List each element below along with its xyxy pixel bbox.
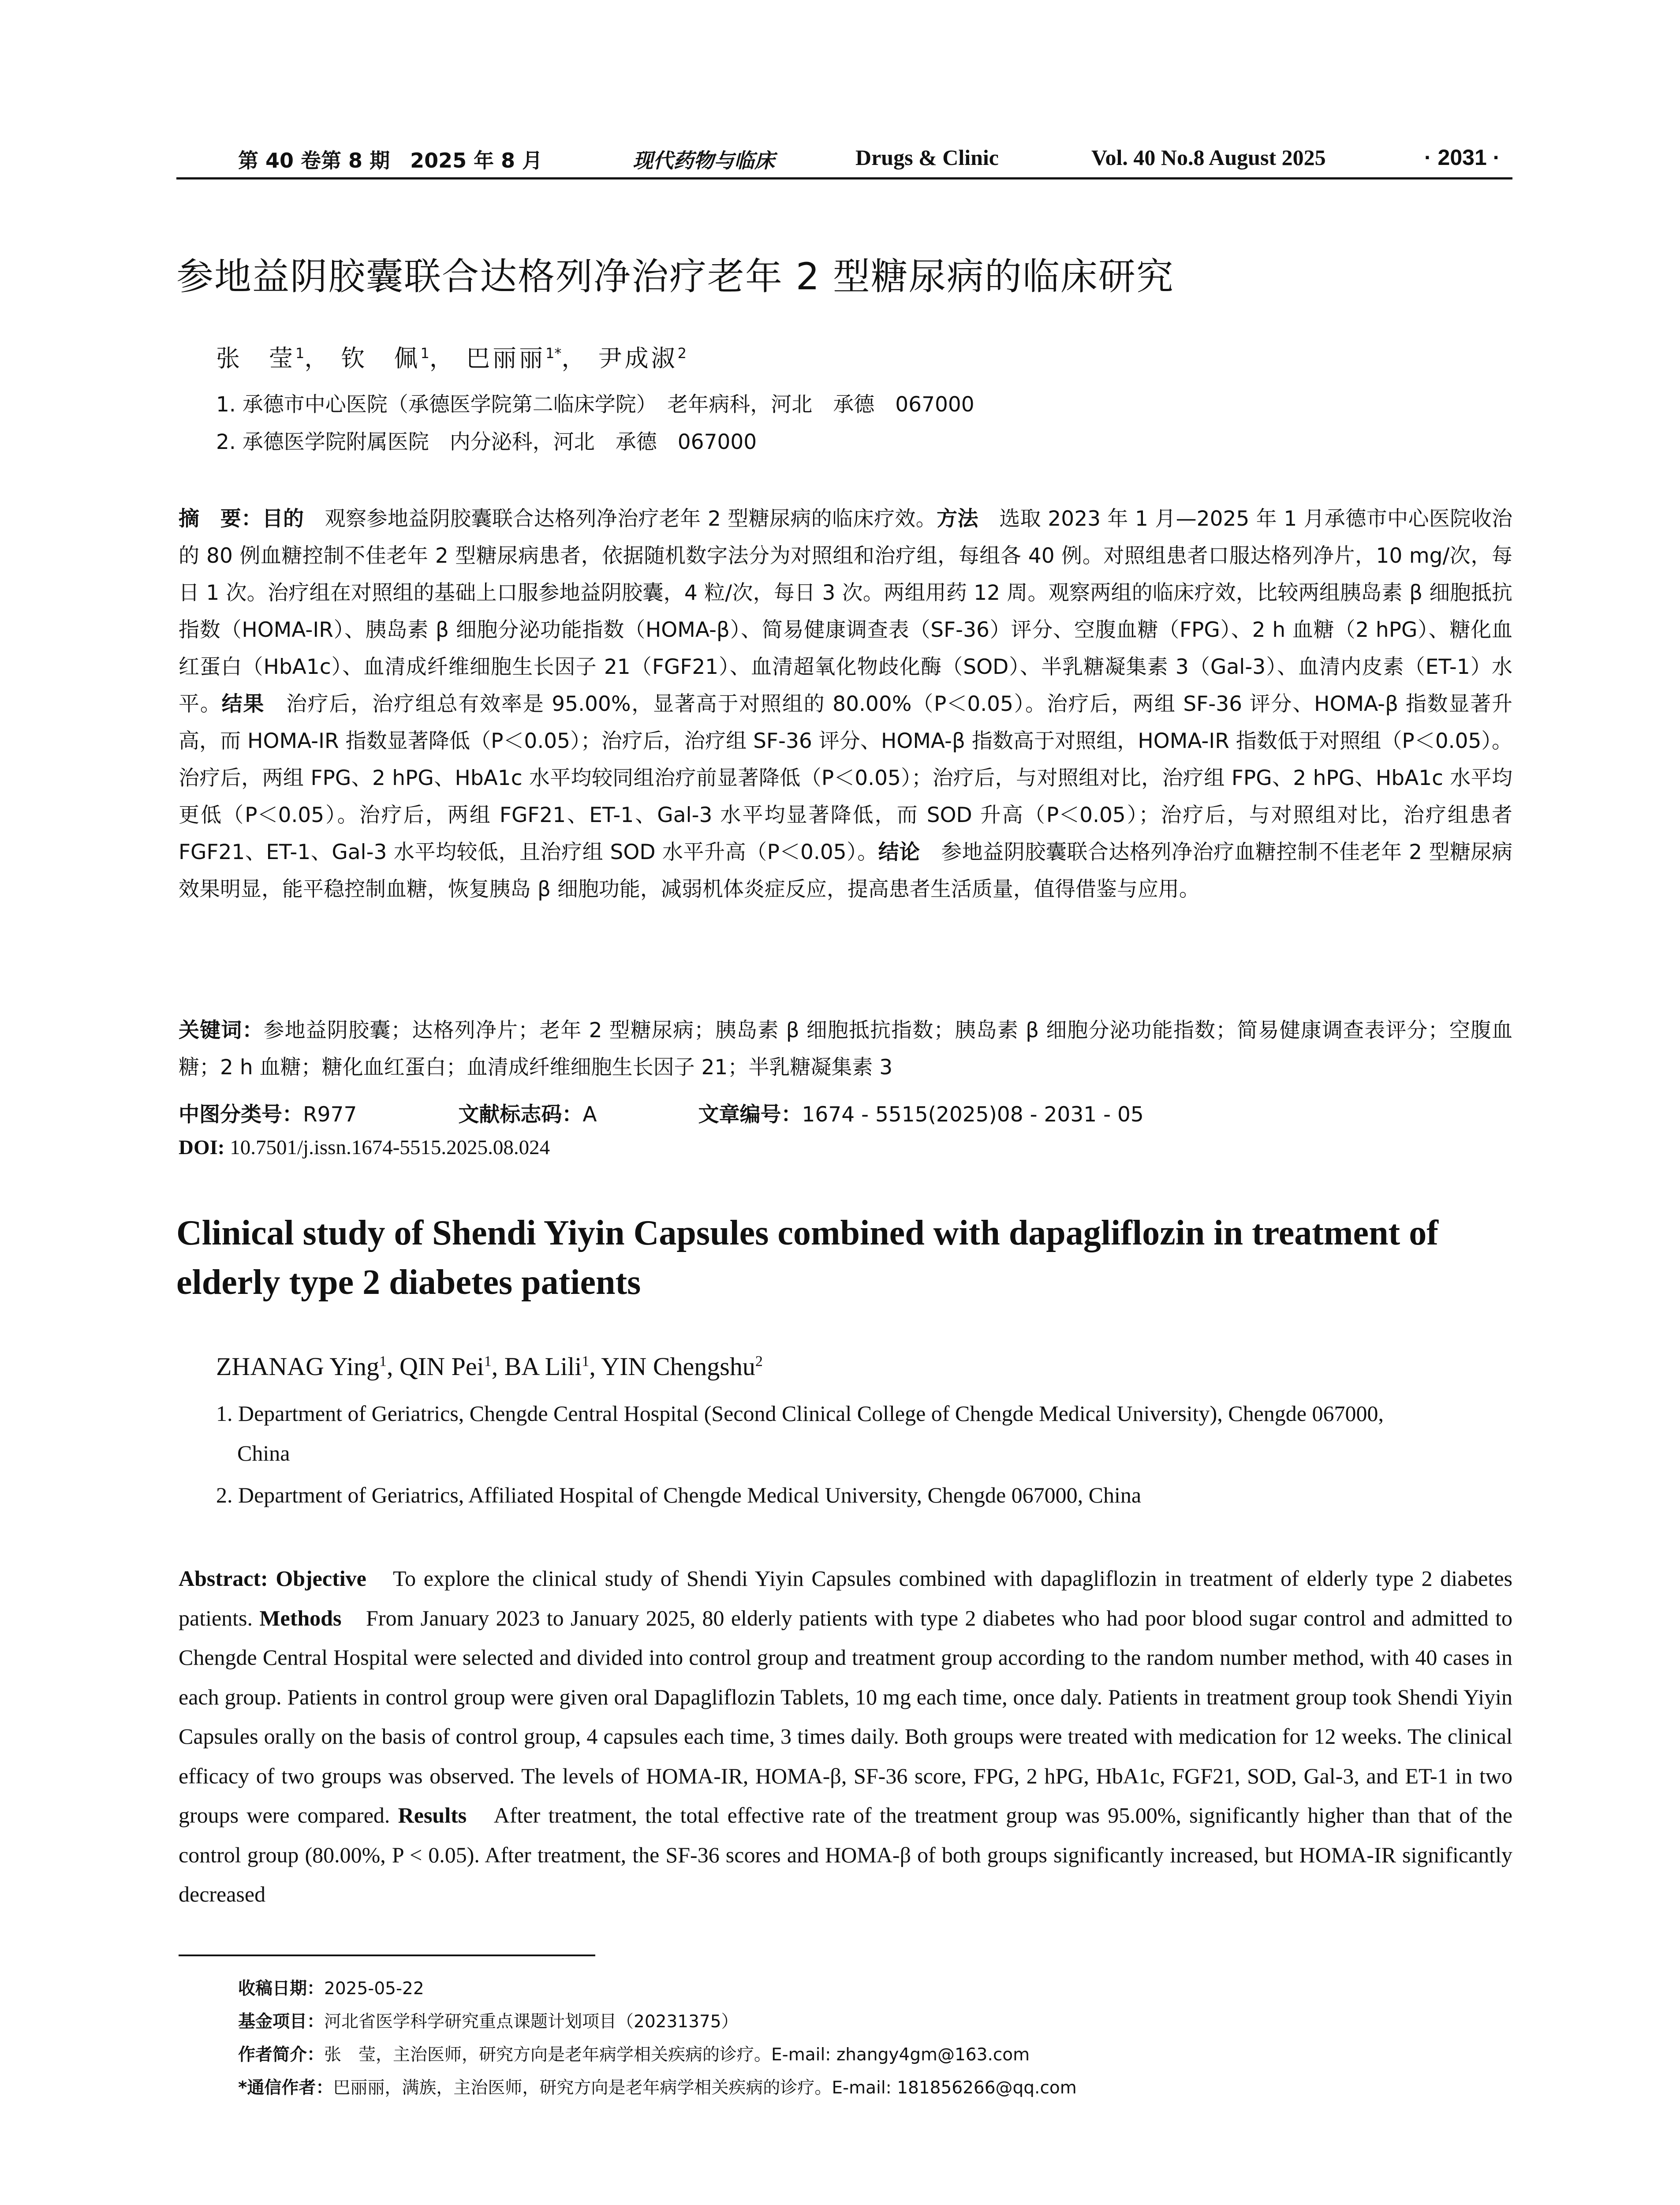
cn-conclusion-text: 参地益阴胶囊联合达格列净治疗血糖控制不佳老年 2 型糖尿病效果明显，能平稳控制血糖，恢复胰岛 β 细胞功能，减弱机体炎症反应，提高患者生活质量，值得借鉴与应用。 [179,840,1513,901]
en-author-name: BA Lili [504,1352,582,1381]
en-abstract [179,1559,1512,1914]
cn-conclusion-label: 结论 [878,840,920,864]
cn-methods-label: 方法 [937,507,978,531]
cn-author-name: 张 莹 [216,344,295,372]
cn-methods-text: 选取 2023 年 1 月—2025 年 1 月承德市中心医院收治的 80 例血糖控制不佳老年 2 型糖尿病患者，依据随机数字法分为对照组和治疗组，每组各 40 例。对照组患者口服达格列净片，10 mg/次，每日 1 次。治疗组在对照组的基础上口服参地益阴胶囊，4 粒/次，每日 3 次。两组用药 12 周。观察两组的临床疗效，比较两组胰岛素 β 细胞抵抗指数（HOMA-IR）、胰岛素 β 细胞分泌功能指数（HOMA-β）、简易健康调查表（SF-36）评分、空腹血糖（FPG）、2 h 血糖（2 hPG）、糖化血红蛋白（HbA1c）、血清成纤维细胞生长因子 21（FGF21）、血清超氧化物歧化酶（SOD）、半乳糖凝集素 3（Gal-3）、血清内皮素（ET-1）水平。 [179,507,1513,716]
cn-author-name: 钦 佩 [341,344,421,372]
cn-author-sup: 1* [545,345,562,362]
corresponding-label: *通信作者： [238,2078,333,2098]
footnote-rule [179,1955,595,1956]
en-authors: ZHANAG Ying$^1$, QIN Pei$^1$, BA Lili$^1$, YIN Chengshu$^2$ [216,1352,763,1381]
doc-code-value: A [582,1102,597,1127]
en-results-label: Results [398,1803,467,1828]
doi-value[interactable]: 10.7501/j.issn.1674-5515.2025.08.024 [230,1136,550,1159]
classification-value: R977 [303,1102,357,1127]
cn-results-label: 结果 [221,692,265,716]
fund-label: 基金项目： [238,2012,325,2032]
cn-title: 参地益阴胶囊联合达格列净治疗老年 2 型糖尿病的临床研究 [176,255,1174,298]
header-journal-en: Drugs & Clinic [855,145,999,170]
en-author-name: QIN Pei [399,1352,484,1381]
en-methods-label: Methods [259,1605,342,1630]
en-methods-text: From January 2023 to January 2025, 80 elderly patients with type 2 diabetes who had poor blood sugar control and admitted to Chengde Central Hospital were selected and divided into control group and treatment group according to the random number method, with 40 cases in each group. Patients in control group were given oral Dapagliflozin Tablets, 10 mg each time, once daly. Patients in treatment group took Shendi Yiyin Capsules orally on the basis of control group, 4 capsules each time, 3 times daily. Both groups were treated with medication for 12 weeks. The clinical efficacy of two groups was observed. The levels of HOMA-IR, HOMA-β, SF-36 score, FPG, 2 hPG, HbA1c, FGF21, SOD, Gal-3, and ET-1 in two groups were compared. [179,1605,1512,1828]
cn-results-text: 治疗后，治疗组总有效率是 95.00%，显著高于对照组的 80.00%（P＜0.05）。治疗后，两组 SF-36 评分、HOMA-β 指数显著升高，而 HOMA-IR 指数显著降低（P＜0.05）；治疗后，治疗组 SF-36 评分、HOMA-β 指数高于对照组，HOMA-IR 指数低于对照组（P＜0.05）。治疗后，两组 FPG、2 hPG、HbA1c 水平均较同组治疗前显著降低（P＜0.05）；治疗后，与对照组对比，治疗组 FPG、2 hPG、HbA1c 水平均更低（P＜0.05）。治疗后，两组 FGF21、ET-1、Gal-3 水平均显著降低，而 SOD 升高（P＜0.05）；治疗后，与对照组对比，治疗组患者 FGF21、ET-1、Gal-3 水平均较低，且治疗组 SOD 水平升高（P＜0.05）。 [179,692,1513,864]
cn-objective-label: 目的 [262,507,304,531]
header-volume-en: Vol. 40 No.8 August 2025 [1091,145,1326,170]
cn-keywords-text: 参地益阴胶囊；达格列净片；老年 2 型糖尿病；胰岛素 β 细胞抵抗指数；胰岛素 β 细胞分泌功能指数；简易健康调查表评分；空腹血糖；2 h 血糖；糖化血红蛋白；血清成纤维细胞生长因子 21；半乳糖凝集素 3 [179,1018,1512,1080]
header-page-number: · 2031 · [1424,145,1501,170]
en-objective-text: To explore the clinical study of Shendi Yiyin Capsules combined with dapagliflozin in treatment of elderly type 2 diabetes patients. [179,1566,1513,1630]
doi-line [179,1136,550,1159]
cn-authors: 张 莹$^1$， 钦 佩$^1$， 巴丽丽$^{1*}$， 尹成淑$^2$ [216,344,687,372]
header-journal-cn: 现代药物与临床 [633,149,775,172]
cn-keywords-label: 关键词： [179,1018,264,1043]
cn-author-sup: 1 [295,345,305,362]
article-no-label: 文章编号： [698,1102,802,1127]
cn-abstract-label: 摘 要： [179,507,262,531]
cn-classification-line [179,1098,1144,1128]
author-bio-label: 作者简介： [238,2045,325,2065]
en-affiliation-1-line: 1. Department of Geriatrics, Chengde Central Hospital (Second Clinical College of Chengde Medical University), Chengde 067000, [216,1401,1384,1426]
en-title: Clinical study of Shendi Yiyin Capsules combined with dapagliflozin in treatment of elderly type 2 diabetes patients [176,1214,1438,1302]
cn-author-name: 尹成淑 [598,344,678,372]
cn-keywords [179,1012,1512,1086]
footnote-author-bio [238,2041,1030,2066]
header-rule [176,177,1512,179]
cn-author-sup: 2 [677,345,687,362]
received-label: 收稿日期： [238,1979,325,1999]
footnote-fund [238,2008,739,2033]
en-author-sup: 1 [582,1353,590,1370]
doc-code-label: 文献标志码： [458,1102,583,1127]
en-author-name: ZHANAG Ying [216,1352,380,1381]
cn-author-sup: 1 [420,345,429,362]
en-affiliation-1 [216,1394,1517,1473]
header-volume-cn: 第 40 卷第 8 期 2025 年 8 月 [238,149,543,172]
article-no-value: 1674 - 5515(2025)08 - 2031 - 05 [802,1102,1144,1127]
en-results-text: After treatment, the total effective rate of the treatment group was 95.00%, significantly higher than that of the control group (80.00%, P < 0.05). After treatment, the SF-36 scores and HOMA-β of both groups significantly increased, but HOMA-IR significantly decreased [179,1803,1512,1906]
en-objective-label: Abstract: Objective [179,1566,366,1591]
en-affiliation-1-country: China [237,1441,290,1465]
en-author-name: YIN Chengshu [601,1352,755,1381]
en-author-sup: 1 [379,1353,387,1370]
cn-affiliation-2: 2. 承德医学院附属医院 内分泌科，河北 承德 067000 [216,430,757,454]
en-author-sup: 2 [755,1353,763,1370]
cn-author-name: 巴丽丽 [466,344,546,372]
footnote-received [238,1975,424,1999]
cn-objective-text: 观察参地益阴胶囊联合达格列净治疗老年 2 型糖尿病的临床疗效。 [304,507,937,531]
doi-label: DOI: [179,1136,225,1159]
received-value: 2025-05-22 [324,1979,424,1999]
cn-abstract [179,501,1512,908]
footnote-corresponding-author [238,2074,1077,2099]
author-bio-value: 张 莹，主治医师，研究方向是老年病学相关疾病的诊疗。E-mail: zhangy4gm@163.com [324,2045,1030,2065]
en-affiliation-2: 2. Department of Geriatrics, Affiliated Hospital of Chengde Medical University, Chengde 067000, China [216,1483,1142,1507]
classification-label: 中图分类号： [179,1102,303,1127]
corresponding-value: 巴丽丽，满族，主治医师，研究方向是老年病学相关疾病的诊疗。E-mail: 181856266@qq.com [333,2078,1077,2098]
cn-affiliation-1: 1. 承德市中心医院（承德医学院第二临床学院） 老年病科，河北 承德 067000 [216,392,974,417]
fund-value: 河北省医学科学研究重点课题计划项目（20231375） [324,2012,739,2032]
en-author-sup: 1 [484,1353,492,1370]
running-header [176,140,1512,176]
